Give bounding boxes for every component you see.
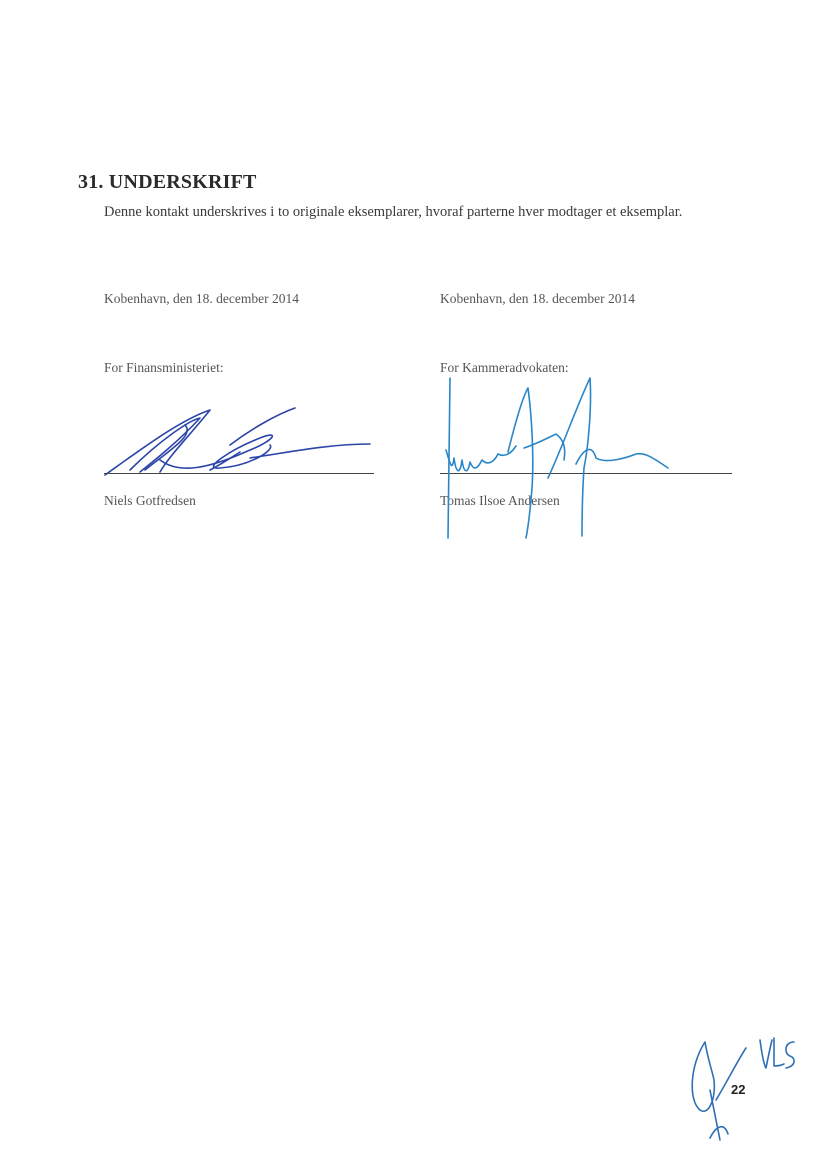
left-signer-name: Niels Gotfredsen (104, 493, 196, 508)
left-signature-line (104, 473, 374, 474)
right-for-label: For Kammeradvokaten: (440, 360, 569, 375)
right-place-date: Kobenhavn, den 18. december 2014 (440, 291, 635, 306)
left-for-label: For Finansministeriet: (104, 360, 224, 375)
section-heading: 31. UNDERSKRIFT (78, 171, 257, 193)
right-handwritten-signature (436, 368, 676, 548)
left-place-date: Kobenhavn, den 18. december 2014 (104, 291, 299, 306)
page-number: 22 (731, 1082, 746, 1097)
section-body-text: Denne kontakt underskrives i to originale eksemplarer, hvoraf parterne hver modtager et eksemplar. (104, 204, 683, 220)
left-handwritten-signature (100, 400, 380, 490)
right-signer-name: Tomas Ilsoe Andersen (440, 493, 560, 508)
